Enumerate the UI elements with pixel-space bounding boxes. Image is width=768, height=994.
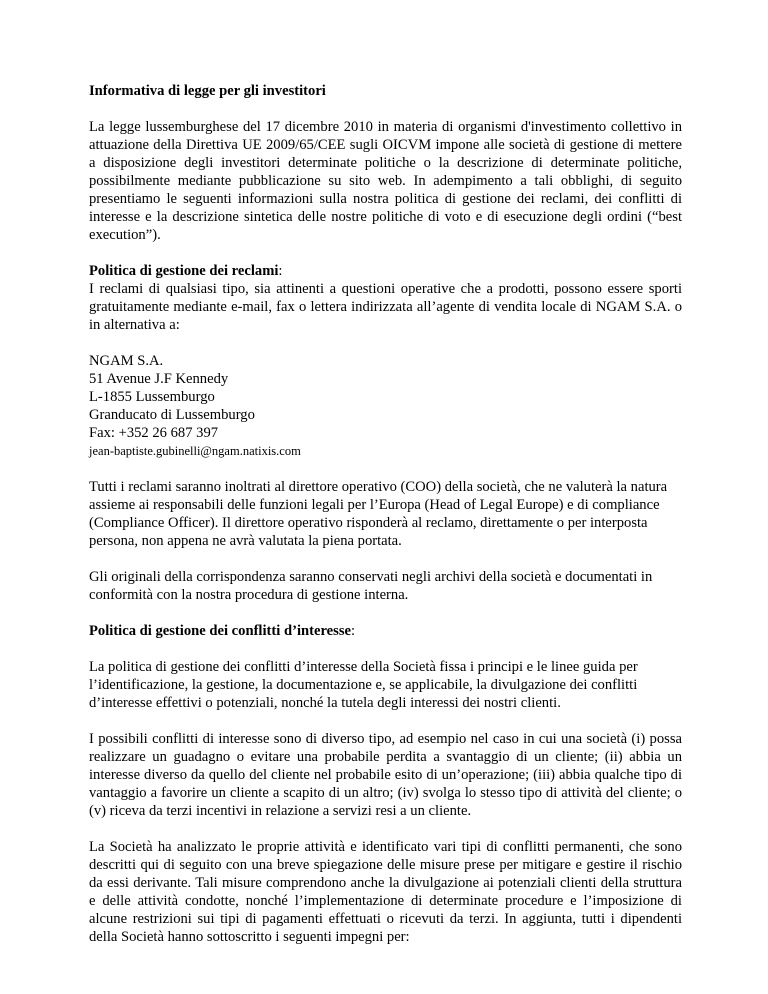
- complaints-paragraph-2: Tutti i reclami saranno inoltrati al direttore operativo (COO) della società, che ne valuterà la natura assieme ai responsabili delle funzioni legali per l’Europa (Head of Legal Europe) e di compliance (Compliance Officer). Il direttore operativo risponderà al reclamo, direttamente o per interposta persona, non appena ne avrà valutata la piena portata.: [89, 479, 668, 549]
- complaints-paragraph-1: I reclami di qualsiasi tipo, sia attinenti a questioni operative che a prodotti, possono essere sporti gratuitamente mediante e-mail, fax o lettera indirizzata all’agente di vendita locale di NGAM S.A. o in alternativa a:: [89, 281, 682, 333]
- address-name: NGAM S.A.: [89, 353, 164, 369]
- address-email: jean-baptiste.gubinelli@ngam.natixis.com: [89, 444, 301, 458]
- conflicts-paragraph-2: I possibili conflitti di interesse sono di diverso tipo, ad esempio nel caso in cui una società (i) possa realizzare un guadagno o evitare una probabile perdita a svantaggio di un cliente; (ii) abbia un interesse diverso da quello del cliente nel probabile esito di un’operazione; (iii) abbia qualche tipo di vantaggio a favorire un cliente a scapito di un altro; (iv) svolga lo stesso tipo di attività del cliente; o (v) riceva da terzi incentivi in relazione a servizi resi a un cliente.: [89, 731, 682, 819]
- address-fax: Fax: +352 26 687 397: [89, 425, 219, 441]
- complaints-paragraph-3: Gli originali della corrispondenza saranno conservati negli archivi della società e documentati in conformità con la nostra procedura di gestione interna.: [89, 569, 653, 603]
- complaints-heading: Politica di gestione dei reclami: [89, 263, 279, 279]
- conflicts-paragraph-3: La Società ha analizzato le proprie attività e identificato vari tipi di conflitti permanenti, che sono descritti qui di seguito con una breve spiegazione delle misure prese per mitigare e gestire il rischio da essi derivante. Tali misure comprendono anche la divulgazione ai potenziali clienti della struttura e delle attività condotte, nonché l’implementazione di determinate procedure e l’imposizione di alcune restrizioni sui tipi di pagamenti effettuati o ricevuti da terzi. In aggiunta, tutti i dipendenti della Società hanno sottoscritto i seguenti impegni per:: [89, 839, 682, 945]
- address-country: Granducato di Lussemburgo: [89, 407, 255, 423]
- conflicts-heading-line: [89, 622, 682, 640]
- conflicts-heading-colon: :: [350, 623, 356, 639]
- conflicts-heading: Politica di gestione dei conflitti d’interesse: [89, 623, 351, 639]
- intro-paragraph: La legge lussemburghese del 17 dicembre 2010 in materia di organismi d'investimento collettivo in attuazione della Direttiva UE 2009/65/CEE sugli OICVM impone alle società di gestione di mettere a disposizione degli investitori determinate politiche o la descrizione di determinate politiche, possibilmente mediante pubblicazione su sito web. In adempimento a tali obblighi, di seguito presentiamo le seguenti informazioni sulla nostra politica di gestione dei reclami, dei conflitti di interesse e la descrizione sintetica delle nostre politiche di voto e di esecuzione degli ordini (“best execution”).: [89, 119, 682, 243]
- document-page: [89, 82, 682, 946]
- document-title: Informativa di legge per gli investitori: [89, 83, 326, 99]
- conflicts-paragraph-1: La politica di gestione dei conflitti d’interesse della Società fissa i principi e le linee guida per l’identificazione, la gestione, la documentazione e, se applicabile, la divulgazione dei conflitti d’interesse effettivi o potenziali, nonché la tutela degli interessi dei nostri clienti.: [89, 659, 638, 711]
- complaints-heading-line: [89, 262, 682, 280]
- address-street: 51 Avenue J.F Kennedy: [89, 371, 229, 387]
- address-block: [89, 352, 682, 460]
- address-city: L-1855 Lussemburgo: [89, 389, 215, 405]
- complaints-heading-colon: :: [278, 263, 283, 279]
